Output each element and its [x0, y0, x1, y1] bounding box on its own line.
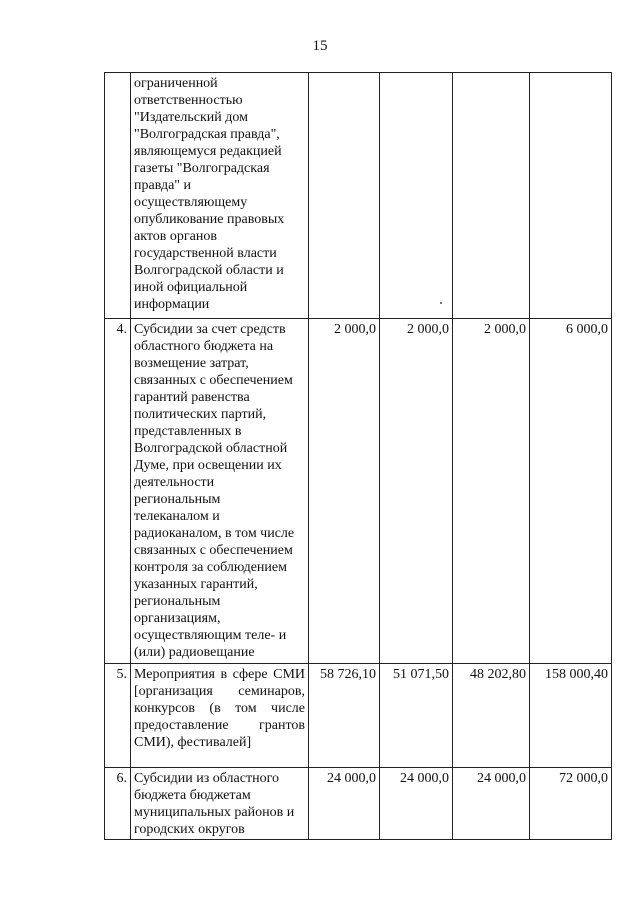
row-number: 4.: [105, 319, 131, 664]
row-total: 6 000,0: [530, 319, 612, 664]
table-row: [105, 319, 612, 664]
row-value-1: [309, 73, 380, 319]
row-description: Мероприятия в сфере СМИ [организация семинаров, конкурсов (в том числе предоставление грантов СМИ), фестивалей]: [131, 664, 309, 768]
row-value-2: [380, 73, 453, 319]
row-total: 158 000,40: [530, 664, 612, 768]
row-value-1: 58 726,10: [309, 664, 380, 768]
row-description: Субсидии из областного бюджета бюджетам муниципальных районов и городских округов: [131, 768, 309, 840]
budget-table: [104, 72, 612, 840]
row-value-2: 51 071,50: [380, 664, 453, 768]
row-value-1: 2 000,0: [309, 319, 380, 664]
table-row: [105, 768, 612, 840]
row-total: [530, 73, 612, 319]
page-number: 15: [312, 38, 328, 54]
row-value-3: 2 000,0: [453, 319, 530, 664]
scan-speck: [440, 302, 442, 304]
row-description: Субсидии за счет средств областного бюджета на возмещение затрат, связанных с обеспечением гарантий равенства политических партий, представленных в Волгоградской областной Думе, при освещении их деятельности региональным телеканалом и радиоканалом, в том числе связанных с обеспечением контроля за соблюдением указанных гарантий, региональным организациям, осуществляющим теле- и (или) радиовещание: [131, 319, 309, 664]
table-row: [105, 664, 612, 768]
row-number: 6.: [105, 768, 131, 840]
row-value-1: 24 000,0: [309, 768, 380, 840]
row-number: 5.: [105, 664, 131, 768]
row-total: 72 000,0: [530, 768, 612, 840]
table-row: [105, 73, 612, 319]
row-number: [105, 73, 131, 319]
row-description: ограниченной ответственностью "Издательский дом "Волгоградская правда", являющемуся редакцией газеты "Волгоградская правда" и осуществляющему опубликование правовых актов органов государственной власти Волгоградской области и иной официальной информации: [131, 73, 309, 319]
row-value-3: [453, 73, 530, 319]
row-value-2: 2 000,0: [380, 319, 453, 664]
row-value-2: 24 000,0: [380, 768, 453, 840]
row-value-3: 24 000,0: [453, 768, 530, 840]
row-value-3: 48 202,80: [453, 664, 530, 768]
